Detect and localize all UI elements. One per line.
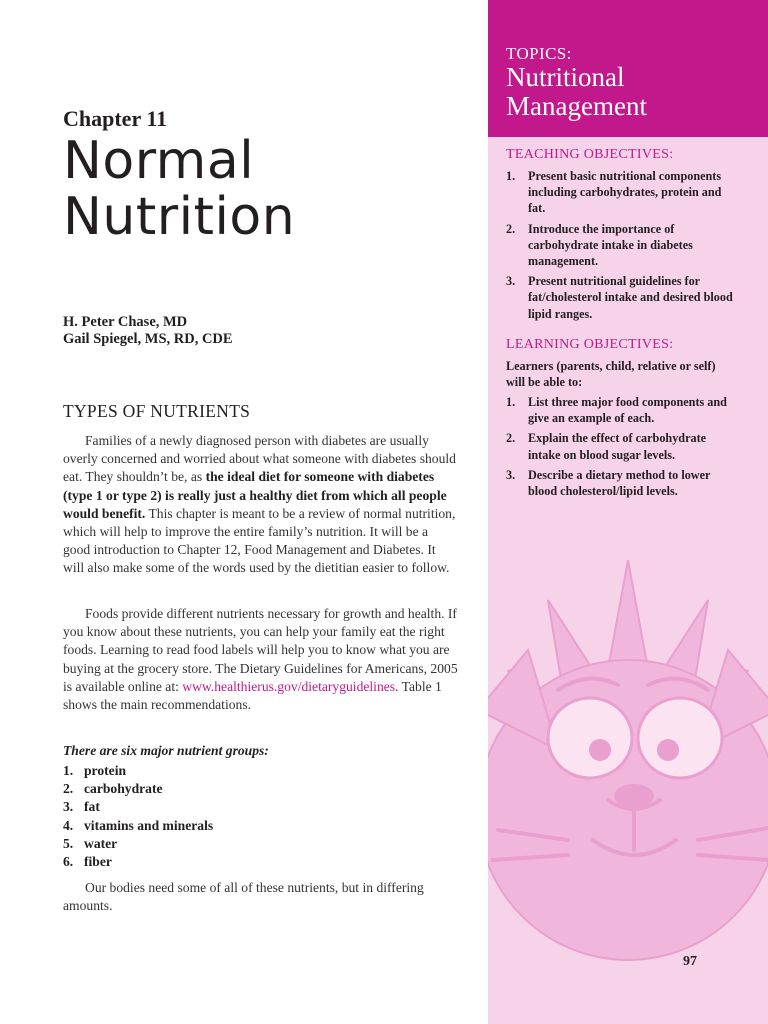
topics-title: Nutritional Management [506,62,647,121]
author-2: Gail Spiegel, MS, RD, CDE [63,331,233,347]
paragraph-2 [63,605,458,714]
list-item: 5. water [63,835,118,851]
list-item: 2. Explain the effect of carbohydrate intake on blood sugar levels. [506,431,707,462]
list-item: 1. List three major food components and give an example of each. [506,395,727,426]
author-1: H. Peter Chase, MD [63,314,188,330]
teaching-objectives-heading: TEACHING OBJECTIVES: [506,147,674,162]
nutrient-list [63,762,213,871]
topics-box [488,0,768,137]
list-item: 3. Describe a dietary method to lower blood cholesterol/lipid levels. [506,467,711,499]
paragraph-3: Our bodies need some of all of these nutrients, but in differing amounts. [63,880,424,914]
chapter-title-line1: Normal [63,131,255,191]
chapter-label: Chapter 11 [63,106,168,131]
list-item: 4. vitamins and minerals [63,817,214,833]
paragraph-1-end: This chapter is meant to be a review of normal nutrition, which will help to improve the entire family’s nutrition. It will be a good introduction to Chapter 12, Food Management and Diabetes. It will also make some of the words used by the dietitian easier to follow. [63,505,456,576]
authors [63,314,233,348]
learning-intro: Learners (parents, child, relative or self) will be able to: [506,359,716,390]
teaching-objectives-list [506,168,736,326]
learning-objectives-list [506,394,736,503]
list-item: 2. carbohydrate [63,781,163,797]
paragraph-1-start: Families of a newly diagnosed person with diabetes are usually overly concerned and worried about what someone with diabetes should eat. They shouldn’t be, as [63,433,456,485]
list-item: 6. fiber [63,854,112,870]
cat-mascot-icon [488,560,768,1024]
list-item: 1. protein [63,763,127,778]
list-item: 2. Introduce the importance of carbohydrate intake in diabetes management. [506,221,693,269]
chapter-title-line2: Nutrition [63,187,296,247]
section-heading: TYPES OF NUTRIENTS [63,401,251,421]
guidelines-link[interactable]: www.healthierus.gov/dietaryguidelines [182,678,396,694]
list-item: 3. Present nutritional guidelines for fat/cholesterol intake and desired blood lipid ranges. [506,274,733,321]
chapter-title [63,133,295,245]
paragraph-2-end: . Table 1 shows the main recommendations. [63,678,442,713]
learning-objectives-heading: LEARNING OBJECTIVES: [506,337,674,352]
sidebar [488,0,768,1024]
paragraph-1-emphasis: the ideal diet for someone with diabetes (type 1 or type 2) is really just a healthy diet from which all people would benefit. [63,469,447,521]
nutrient-list-intro: There are six major nutrient groups: [63,743,269,758]
list-item: 3. fat [63,799,100,815]
paragraph-2-start: Foods provide different nutrients necessary for growth and health. If you know about these nutrients, you can help your family eat the right foods. Learning to read food labels will help you to know what you are buying at the grocery store. The Dietary Guidelines for Americans, 2005 is available online at: [63,606,458,694]
topics-label: TOPICS: [506,44,572,63]
page-number: 97 [683,954,697,969]
paragraph-1 [63,432,458,578]
list-item: 1. Present basic nutritional components including carbohydrates, protein and fat. [506,169,722,216]
